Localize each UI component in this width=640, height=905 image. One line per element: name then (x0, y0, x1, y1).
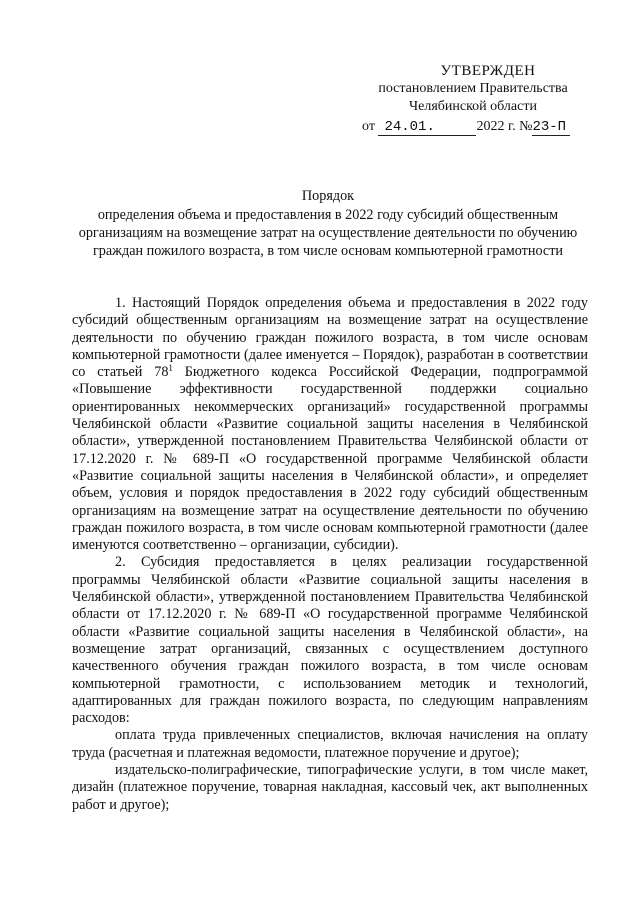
title-name: Порядок (301, 188, 355, 204)
approved-heading: УТВЕРЖДЕН (440, 63, 536, 79)
expense-item-1: оплата труда привлеченных специалистов, включая начисления на оплату труда (расчетная и платежная ведомости, платежное поручение и другое); (72, 727, 588, 761)
paragraph-1 (72, 295, 588, 554)
approval-line-1: постановлением Правительства (378, 81, 568, 96)
approval-year: 2022 г. № (476, 119, 533, 134)
title-subtitle: определения объема и предоставления в 2022 году субсидий общественным организациям на возмещение затрат на осуществление деятельности по обучению граждан пожилого возраста, в том числе основам компьютерной грамотности (78, 207, 578, 259)
approval-number: 23-П (532, 119, 570, 136)
document-body (72, 295, 588, 814)
paragraph-2: 2. Субсидия предоставляется в целях реализации государственной программы Челябинской области «Развитие социальной защиты населения в Челябинской области», утвержденной постановлением Правительства Челябинской области от 17.12.2020 г. № 689-П «О государственной программе Челябинской области «Развитие социальной защиты населения в Челябинской области», на возмещение затрат организаций, связанных с осуществлением доступного качественного обучения граждан пожилого возраста, в том числе основам компьютерной грамотности, с использованием методик и технологий, адаптированных для граждан пожилого возраста, по следующим направлениям расходов: (72, 554, 588, 727)
paragraph-1-part-a: 1. Настоящий Порядок определения объема и предоставления в 2022 году субсидий общественным организациям на возмещение затрат на осуществление деятельности по обучению граждан пожилого возраста, в том числе основам компьютерной грамотности (далее именуется – Порядок), разработан в соответствии со статьей 78 (72, 295, 588, 381)
approval-date: 24.01. (378, 119, 476, 136)
article-superscript: 1 (168, 363, 173, 374)
document-title (78, 187, 578, 260)
approval-line-2: Челябинской области (409, 99, 537, 114)
from-label: от (362, 119, 375, 134)
paragraph-1-part-b: Бюджетного кодекса Российской Федерации, подпрограммой «Повышение эффективности государственной поддержки социально ориентированных некоммерческих организаций» государственной программы Челябинской области «Развитие социальной защиты населения в Челябинской области», утвержденной постановлением Правительства Челябинской области от 17.12.2020 г. № 689-П «О государственной программе Челябинской области «Развитие социальной защиты населения в Челябинской области», и определяет объем, условия и порядок предоставления в 2022 году субсидий общественным организациям на возмещение затрат на осуществление деятельности по обучению граждан пожилого возраста, в том числе основам компьютерной грамотности (далее именуются соответственно – организации, субсидии). (72, 364, 588, 554)
expense-item-2: издательско-полиграфические, типографические услуги, в том числе макет, дизайн (платежное поручение, товарная накладная, кассовый чек, акт выполненных работ и другое); (72, 762, 588, 813)
approval-stamp (362, 62, 584, 136)
approval-date-number-row (362, 118, 584, 136)
